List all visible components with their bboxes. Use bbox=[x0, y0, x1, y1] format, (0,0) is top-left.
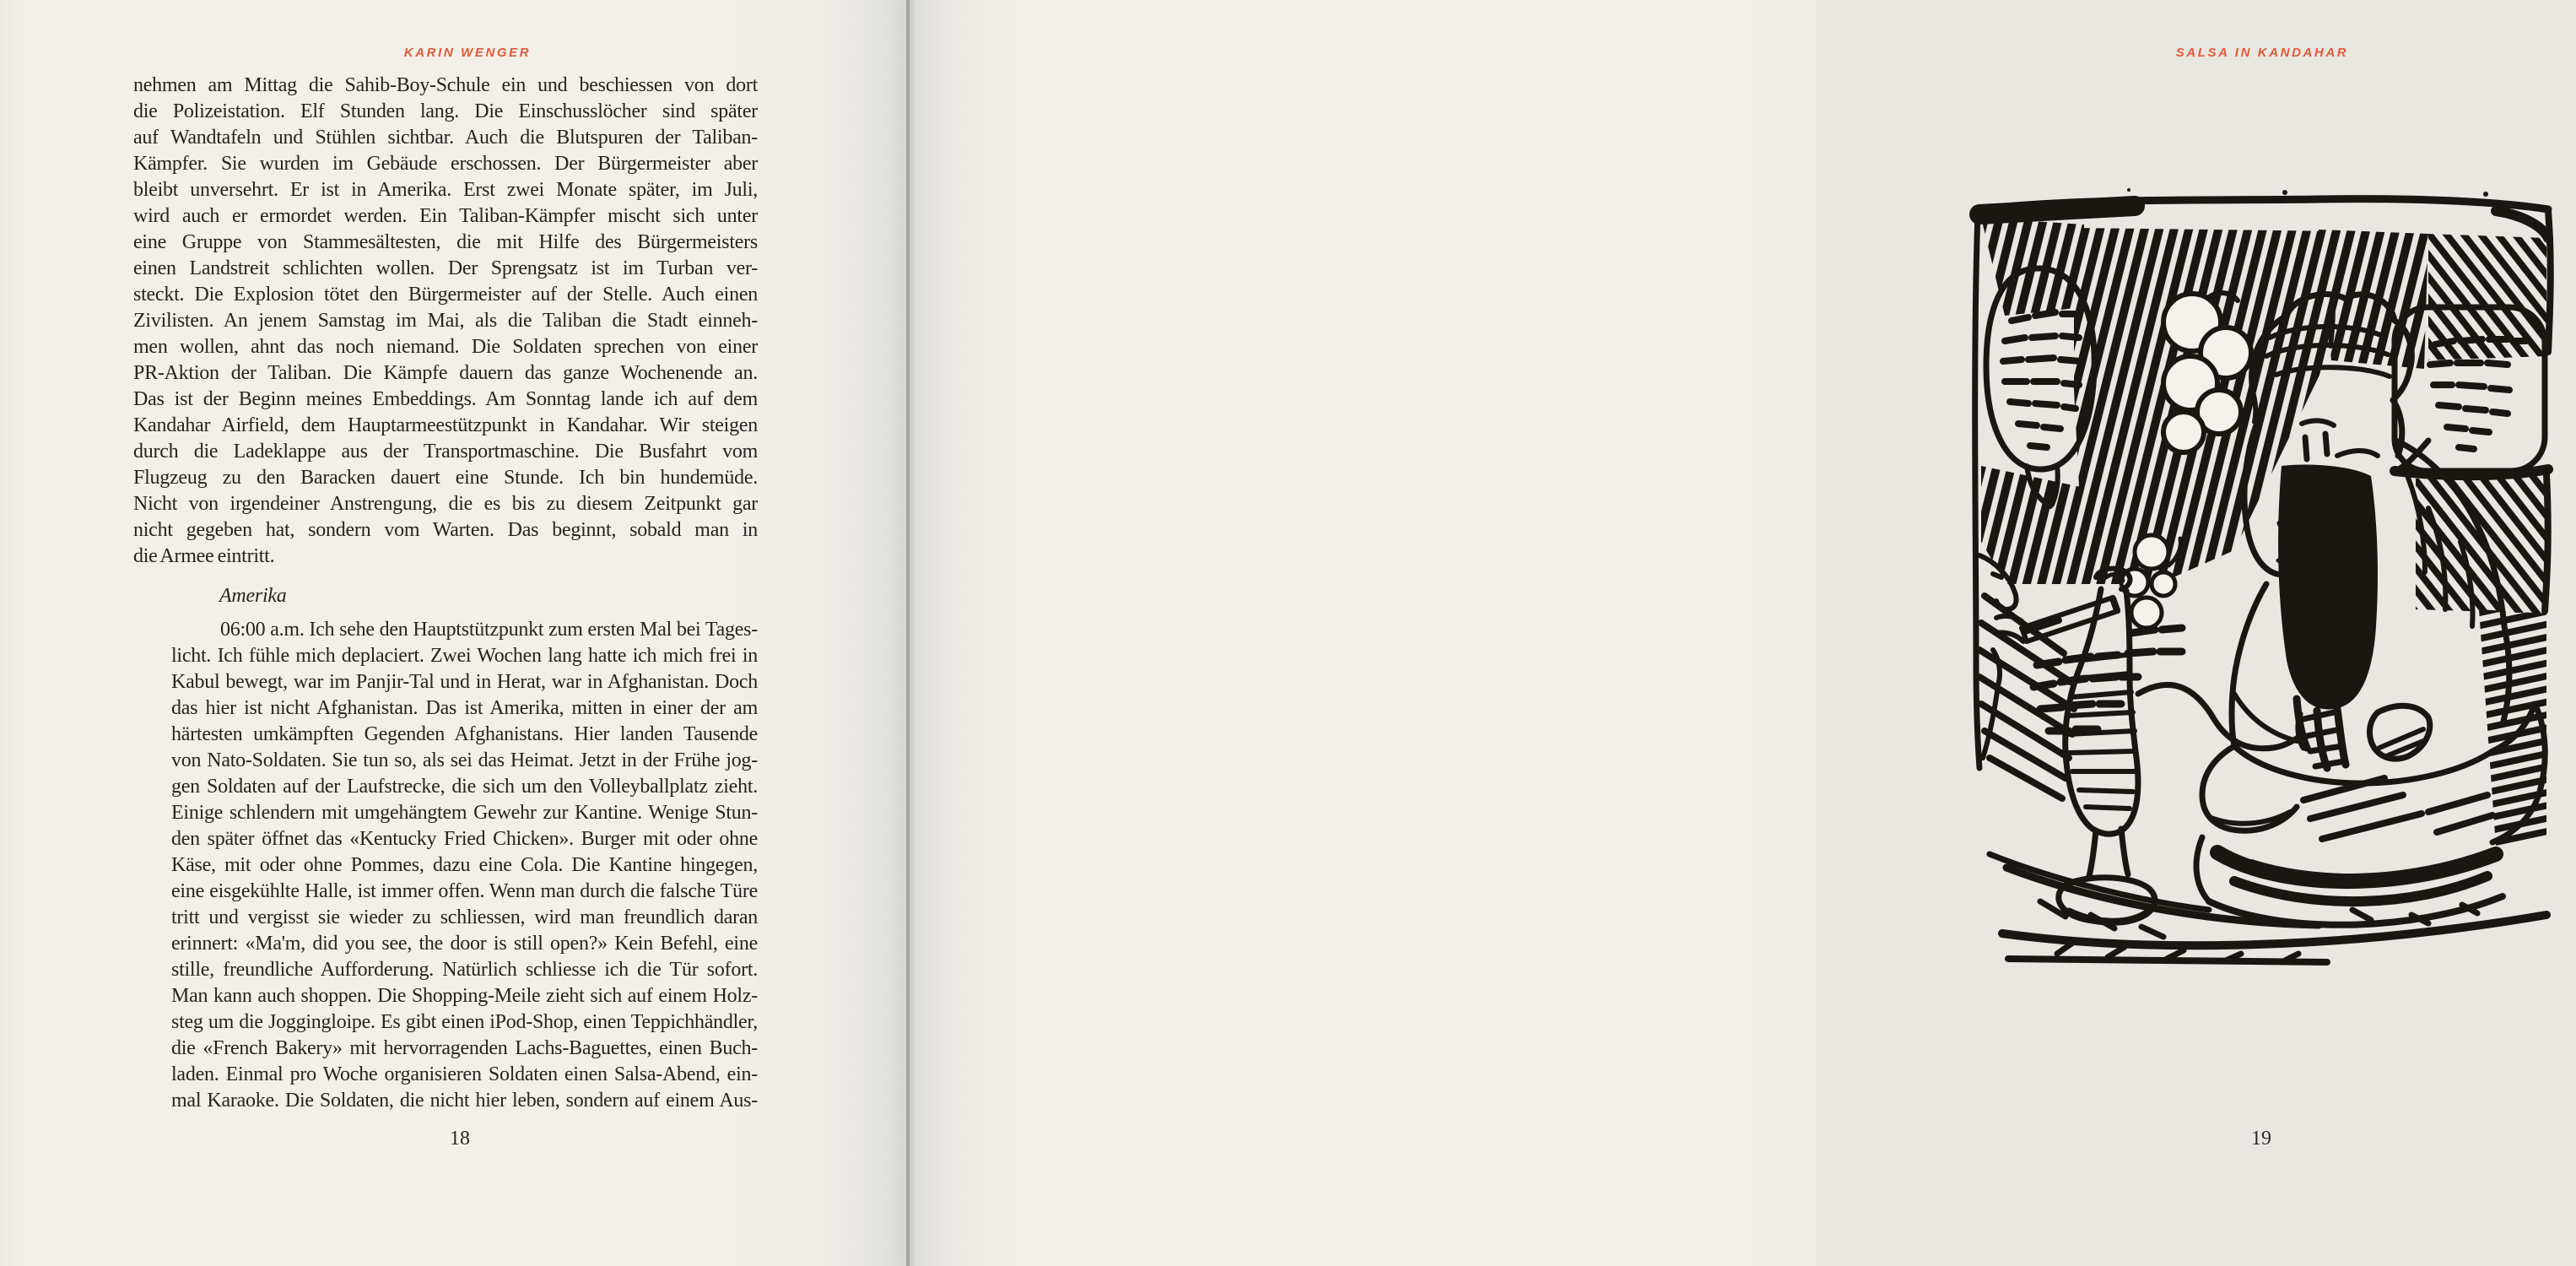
text-line: mal Karaoke. Die Soldaten, die nicht hier leben, sondern auf einem Aus- bbox=[171, 1090, 758, 1112]
text-line: PR-Aktion der Taliban. Die Kämpfe dauern das ganze Wochenende an. bbox=[133, 362, 758, 384]
text-line: die Polizeistation. Elf Stunden lang. Die Einschusslöcher sind später bbox=[133, 100, 758, 122]
paragraph-2 bbox=[171, 617, 758, 1114]
text-line: nicht gegeben hat, sondern vom Warten. Das beginnt, sobald man in bbox=[133, 519, 758, 541]
text-line: Man kann auch shoppen. Die Shopping-Meile zieht sich auf einem Holz- bbox=[171, 985, 758, 1007]
text-line: die «French Bakery» mit hervorragenden Lachs-Baguettes, einen Buch- bbox=[171, 1037, 758, 1059]
right-page bbox=[910, 0, 2349, 1266]
text-line: 06:00 a.m. Ich sehe den Hauptstützpunkt zum ersten Mal bei Tages- bbox=[220, 619, 758, 641]
text-line: das hier ist nicht Afghanistan. Das ist Amerika, mitten in einer der am bbox=[171, 697, 758, 719]
text-line: Einige schlendern mit umgehängtem Gewehr zur Kantine. Wenige Stun- bbox=[171, 802, 758, 824]
text-line: Käse, mit oder ohne Pommes, dazu eine Cola. Die Kantine hingegen, bbox=[171, 854, 758, 876]
left-page bbox=[0, 0, 906, 1266]
text-line: licht. Ich fühle mich deplaciert. Zwei Wochen lang hatte ich mich frei in bbox=[171, 645, 758, 667]
text-line: einen Landstreit schlichten wollen. Der Sprengsatz ist im Turban ver- bbox=[133, 257, 758, 279]
text-line: tritt und vergisst sie wieder zu schliessen, wird man freundlich daran bbox=[171, 906, 758, 928]
text-line: eine Gruppe von Stammesältesten, die mit Hilfe des Bürgermeisters bbox=[133, 231, 758, 253]
text-line: auf Wandtafeln und Stühlen sichtbar. Auch die Blutspuren der Taliban- bbox=[133, 127, 758, 149]
text-line: bleibt unversehrt. Er ist in Amerika. Erst zwei Monate später, im Juli, bbox=[133, 179, 758, 201]
text-line: steckt. Die Explosion tötet den Bürgermeister auf der Stelle. Auch einen bbox=[133, 284, 758, 306]
text-line: Flugzeug zu den Baracken dauert eine Stunde. Ich bin hundemüde. bbox=[133, 467, 758, 489]
right-running-header: SALSA IN KANDAHAR bbox=[2175, 46, 2349, 60]
page-number-right: 19 bbox=[2251, 1128, 2271, 1150]
text-line: Zivilisten. An jenem Samstag im Mai, als die Taliban die Stadt einneh- bbox=[133, 310, 758, 332]
ink-illustration bbox=[1956, 187, 2576, 968]
text-line: wird auch er ermordet werden. Ein Taliban-Kämpfer mischt sich unter bbox=[133, 205, 758, 227]
hookah-hose bbox=[2138, 684, 2300, 748]
text-line: Das ist der Beginn meines Embeddings. Am Sonntag lande ich auf dem bbox=[133, 388, 758, 410]
page-number-left: 18 bbox=[450, 1128, 470, 1150]
paragraph-1 bbox=[133, 73, 758, 570]
text-line: Kabul bewegt, war im Panjir-Tal und in Herat, war in Afghanistan. Doch bbox=[171, 671, 758, 693]
text-line: Nicht von irgendeiner Anstrengung, die es bis zu diesem Zeitpunkt gar bbox=[133, 493, 758, 515]
text-line: härtesten umkämpften Gegenden Afghanistans. Hier landen Tausende bbox=[171, 723, 758, 745]
text-line: Kämpfer. Sie wurden im Gebäude erschossen. Der Bürgermeister aber bbox=[133, 153, 758, 175]
body-text-column bbox=[133, 73, 758, 1114]
text-line: nehmen am Mittag die Sahib-Boy-Schule ein und beschiessen von dort bbox=[133, 74, 758, 96]
text-line: gen Soldaten auf der Laufstrecke, die sich um den Volleyballplatz zieht. bbox=[171, 776, 758, 798]
text-line: men wollen, ahnt das noch niemand. Die Soldaten sprechen von einer bbox=[133, 336, 758, 358]
text-line: den später öffnet das «Kentucky Fried Chicken». Burger mit oder ohne bbox=[171, 828, 758, 850]
left-running-header: KARIN WENGER bbox=[403, 46, 532, 60]
text-line: steg um die Joggingloipe. Es gibt einen iPod-Shop, einen Teppichhändler, bbox=[171, 1011, 758, 1033]
text-line: eine eisgekühlte Halle, ist immer offen. Wenn man durch die falsche Türe bbox=[171, 880, 758, 902]
text-line: durch die Ladeklappe aus der Transportmaschine. Die Busfahrt vom bbox=[133, 441, 758, 463]
text-line: stille, freundliche Aufforderung. Natürlich schliesse ich die Tür sofort. bbox=[171, 959, 758, 981]
text-line: erinnert: «Ma'm, did you see, the door is still open?» Kein Befehl, eine bbox=[171, 933, 758, 955]
text-line: laden. Einmal pro Woche organisieren Soldaten einen Salsa-Abend, ein- bbox=[171, 1063, 758, 1085]
section-heading: Amerika bbox=[219, 585, 287, 607]
text-line: Kandahar Airfield, dem Hauptarmeestützpunkt in Kandahar. Wir steigen bbox=[133, 414, 758, 436]
text-line: von Nato-Soldaten. Sie tun so, als sei das Heimat. Jetzt in der Frühe jog- bbox=[171, 749, 758, 771]
text-line: die Armee eintritt. bbox=[133, 545, 275, 567]
